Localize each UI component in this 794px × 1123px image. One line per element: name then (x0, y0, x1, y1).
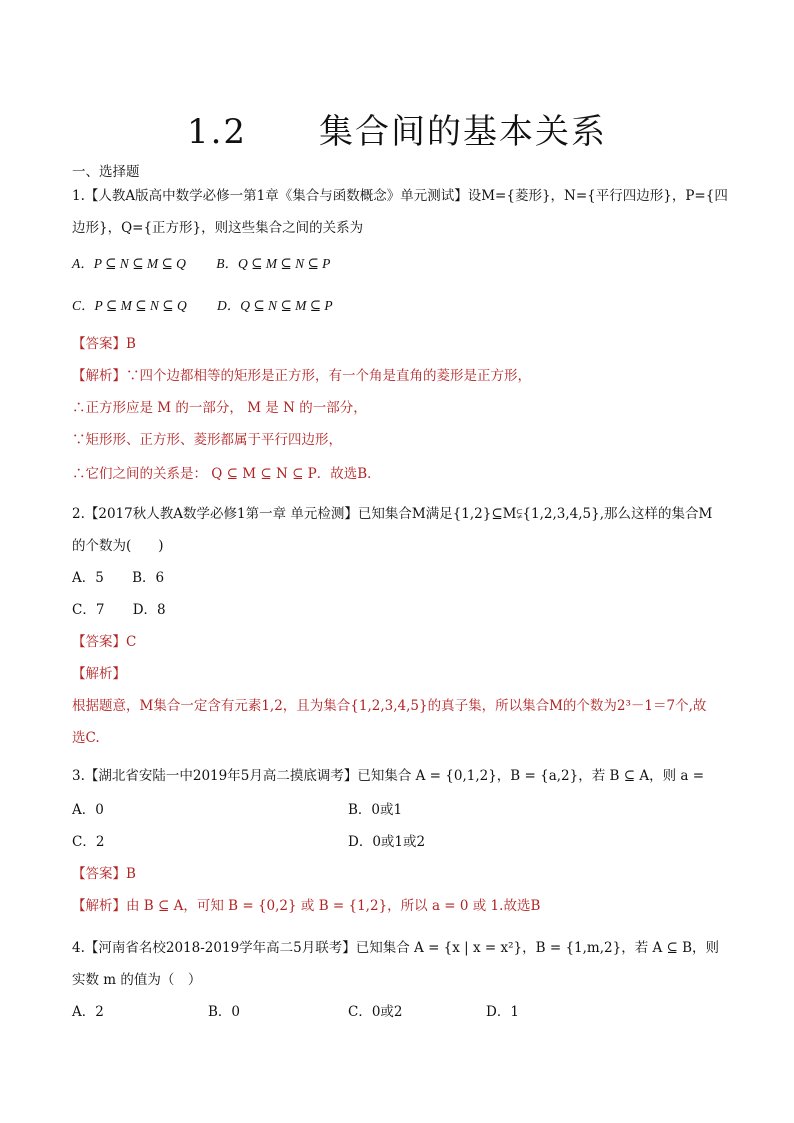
q3-answer-value: B (126, 866, 136, 882)
q1-option-b: B．Q ⊆ M ⊆ N ⊆ P (216, 256, 331, 271)
q2-options-row2 (72, 600, 166, 620)
q1-option-c: C．P ⊆ M ⊆ N ⊆ Q (72, 298, 187, 313)
q2-analysis-line2: 选C. (72, 730, 100, 746)
q2-option-a: A．5 (72, 570, 104, 586)
q2-analysis-line1: 根据题意，M集合一定含有元素1,2，且为集合{1,2,3,4,5}的真子集，所以集合M的个数为2³－1＝7个,故 (72, 698, 707, 714)
q2-stem-line2: 的个数为( ) (72, 538, 164, 554)
q2-answer (72, 632, 136, 652)
q2-option-c: C．7 (72, 602, 105, 618)
q4-stem-line1: 4.【河南省名校2018-2019学年高二5月联考】已知集合 A = {x | x = x²}，B = {1,m,2}，若 A ⊆ B，则 (72, 940, 720, 956)
q3-option-d: D．0或1或2 (348, 834, 426, 850)
q1-analysis-line1 (72, 366, 531, 386)
q2-option-d: D．8 (132, 602, 166, 618)
q1-answer-label: 【答案】 (72, 336, 126, 352)
q3-analysis-label: 【解析】 (72, 898, 126, 914)
q2-option-b: B．6 (132, 570, 165, 586)
q4-option-d: D．1 (486, 1004, 519, 1020)
q2-stem-line1: 2.【2017秋人教A数学必修1第一章 单元检测】已知集合M满足{1,2}⊆M⫋{1,2,3,4,5},那么这样的集合M (72, 506, 713, 522)
q4-option-c: C．0或2 (348, 1004, 403, 1020)
q2-answer-label: 【答案】 (72, 634, 126, 650)
q1-options-row1 (72, 254, 722, 274)
section-heading: 一、选择题 (72, 164, 140, 180)
q4-options-row (72, 1002, 722, 1022)
q3-answer (72, 864, 136, 884)
q1-options-row2 (72, 296, 722, 316)
q3-stem-line1: 3.【湖北省安陆一中2019年5月高二摸底调考】已知集合 A = {0,1,2}，B = {a,2}，若 B ⊆ A，则 a = (72, 768, 705, 784)
q1-stem-line1: 1.【人教A版高中数学必修一第1章《集合与函数概念》单元测试】设M={菱形}，N={平行四边形}，P={四 (72, 188, 728, 204)
q3-option-a: A．0 (72, 802, 104, 818)
q3-options-row2 (72, 832, 722, 852)
q3-option-b: B．0或1 (348, 802, 403, 818)
q3-options-row1 (72, 800, 722, 820)
q3-option-c: C．2 (72, 834, 105, 850)
q1-answer (72, 334, 136, 354)
q4-stem-line2: 实数 m 的值为（ ） (72, 972, 202, 988)
q3-answer-label: 【答案】 (72, 866, 126, 882)
page-title: 1.2 集合间的基本关系 (186, 112, 608, 152)
q4-option-b: B．0 (208, 1004, 241, 1020)
q1-analysis-line4: ∴它们之间的关系是： Q ⊆ M ⊆ N ⊆ P．故选B． (72, 466, 381, 482)
q1-stem-line2: 边形}，Q={正方形}，则这些集合之间的关系为 (72, 220, 364, 236)
q3-analysis-line1 (72, 896, 540, 916)
q2-options-row1 (72, 568, 164, 588)
q1-analysis-line2: ∴正方形应是 M 的一部分， M 是 N 的一部分， (72, 400, 367, 416)
q2-answer-value: C (126, 634, 137, 650)
q3-analysis-text1: 由 B ⊆ A，可知 B = {0,2} 或 B = {1,2}，所以 a = 0 或 1.故选B (126, 898, 541, 914)
q4-option-a: A．2 (72, 1004, 104, 1020)
q1-analysis-line3: ∵矩形形、正方形、菱形都属于平行四边形， (72, 432, 342, 448)
q1-option-a: A．P ⊆ N ⊆ M ⊆ Q (72, 256, 186, 271)
q1-option-d: D．Q ⊆ N ⊆ M ⊆ P (217, 298, 333, 313)
q2-analysis-label: 【解析】 (72, 666, 126, 682)
q1-analysis-text1: ∵四个边都相等的矩形是正方形，有一个角是直角的菱形是正方形， (126, 368, 531, 384)
q1-answer-value: B (126, 336, 136, 352)
q1-analysis-label: 【解析】 (72, 368, 126, 384)
